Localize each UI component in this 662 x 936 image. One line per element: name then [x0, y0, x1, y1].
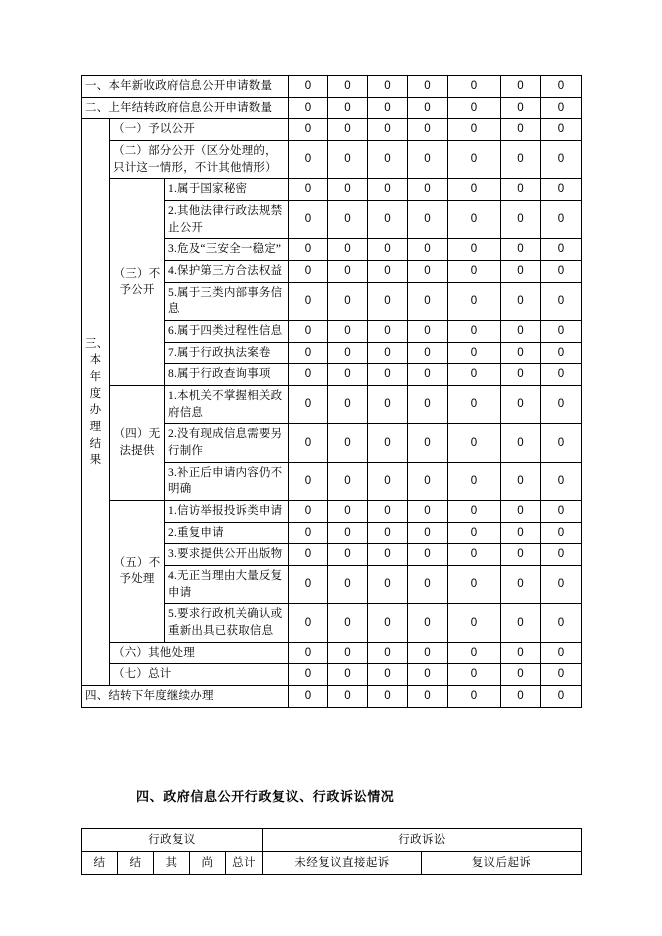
column-header: 尚	[190, 852, 226, 875]
row-value: 0	[448, 522, 501, 544]
row-value: 0	[408, 364, 448, 386]
section-spine-label: 三、本年度办理结果	[82, 119, 110, 686]
row-value: 0	[541, 501, 582, 523]
row-value: 0	[368, 76, 408, 98]
row-value: 0	[328, 522, 368, 544]
table-row	[82, 501, 582, 523]
row-value: 0	[448, 604, 501, 642]
row-value: 0	[289, 76, 328, 98]
row-value: 0	[289, 239, 328, 261]
table-row	[82, 642, 582, 664]
row-value: 0	[289, 364, 328, 386]
row-value: 0	[328, 566, 368, 604]
row-value: 0	[328, 604, 368, 642]
row-value: 0	[541, 462, 582, 500]
row-value: 0	[289, 544, 328, 566]
row-value: 0	[501, 544, 541, 566]
row-value: 0	[448, 201, 501, 239]
row-value: 0	[501, 386, 541, 424]
row-label: （二）部分公开（区分处理的，只计这一情形，不计其他情形）	[110, 141, 289, 179]
row-value: 0	[541, 386, 582, 424]
row-value: 0	[541, 544, 582, 566]
row-value: 0	[541, 97, 582, 119]
group-label-si: （四）无法提供	[110, 386, 165, 501]
row-value: 0	[541, 76, 582, 98]
row-value: 0	[289, 522, 328, 544]
row-value: 0	[368, 141, 408, 179]
row-value: 0	[448, 239, 501, 261]
table-row	[82, 664, 582, 686]
row-value: 0	[289, 321, 328, 343]
group-label-wu: （五）不予处理	[110, 501, 165, 643]
row-value: 0	[289, 179, 328, 201]
column-header: 未经复议直接起诉	[263, 852, 422, 875]
row-value: 0	[408, 239, 448, 261]
review-litigation-table-container	[81, 828, 581, 875]
row-value: 0	[501, 642, 541, 664]
table-row	[82, 97, 582, 119]
row-value: 0	[448, 462, 501, 500]
row-value: 0	[408, 522, 448, 544]
row-label: （一）予以公开	[110, 119, 289, 141]
row-value: 0	[501, 566, 541, 604]
row-value: 0	[408, 566, 448, 604]
row-value: 0	[368, 642, 408, 664]
row-label: 2.重复申请	[165, 522, 289, 544]
row-label: 6.属于四类过程性信息	[165, 321, 289, 343]
row-label: 2.其他法律行政法规禁止公开	[165, 201, 289, 239]
row-value: 0	[289, 119, 328, 141]
group-label-san: （三）不予公开	[110, 179, 165, 386]
row-value: 0	[448, 501, 501, 523]
row-value: 0	[408, 642, 448, 664]
row-value: 0	[541, 321, 582, 343]
row-value: 0	[501, 201, 541, 239]
row-label: 2.没有现成信息需要另行制作	[165, 424, 289, 462]
row-value: 0	[368, 179, 408, 201]
row-value: 0	[501, 141, 541, 179]
row-value: 0	[408, 97, 448, 119]
row-value: 0	[368, 686, 408, 708]
row-value: 0	[501, 282, 541, 320]
row-label: 3.补正后申请内容仍不明确	[165, 462, 289, 500]
row-value: 0	[541, 179, 582, 201]
column-header: 结	[118, 852, 154, 875]
applications-table-container	[81, 75, 581, 708]
row-value: 0	[368, 566, 408, 604]
row-value: 0	[368, 522, 408, 544]
column-header: 结	[82, 852, 118, 875]
row-value: 0	[368, 119, 408, 141]
row-value: 0	[289, 462, 328, 500]
row-value: 0	[448, 424, 501, 462]
row-value: 0	[448, 664, 501, 686]
row-value: 0	[289, 342, 328, 364]
row-value: 0	[289, 282, 328, 320]
row-value: 0	[328, 321, 368, 343]
row-value: 0	[448, 141, 501, 179]
row-value: 0	[448, 386, 501, 424]
row-value: 0	[448, 76, 501, 98]
row-value: 0	[448, 566, 501, 604]
row-value: 0	[328, 282, 368, 320]
row-label: 4.无正当理由大量反复申请	[165, 566, 289, 604]
row-value: 0	[408, 76, 448, 98]
row-value: 0	[408, 179, 448, 201]
row-value: 0	[368, 201, 408, 239]
row-value: 0	[289, 686, 328, 708]
row-value: 0	[501, 321, 541, 343]
row-label: 7.属于行政执法案卷	[165, 342, 289, 364]
row-value: 0	[408, 686, 448, 708]
row-value: 0	[541, 642, 582, 664]
row-value: 0	[328, 97, 368, 119]
row-value: 0	[448, 686, 501, 708]
group-header-administrative-review: 行政复议	[82, 829, 263, 852]
group-header-administrative-litigation: 行政诉讼	[263, 829, 582, 852]
row-value: 0	[448, 544, 501, 566]
row-value: 0	[541, 522, 582, 544]
row-value: 0	[541, 141, 582, 179]
row-value: 0	[289, 604, 328, 642]
row-value: 0	[448, 97, 501, 119]
row-value: 0	[368, 501, 408, 523]
row-value: 0	[448, 179, 501, 201]
row-value: 0	[368, 282, 408, 320]
row-value: 0	[501, 342, 541, 364]
row-label: 四、结转下年度继续办理	[82, 686, 289, 708]
row-value: 0	[501, 364, 541, 386]
row-value: 0	[501, 76, 541, 98]
row-value: 0	[408, 424, 448, 462]
row-value: 0	[408, 386, 448, 424]
row-value: 0	[541, 261, 582, 283]
table-row	[82, 686, 582, 708]
row-value: 0	[541, 342, 582, 364]
row-value: 0	[408, 544, 448, 566]
column-header: 其	[154, 852, 190, 875]
row-value: 0	[328, 261, 368, 283]
row-value: 0	[501, 604, 541, 642]
applications-table	[81, 75, 582, 708]
row-value: 0	[408, 141, 448, 179]
row-value: 0	[289, 642, 328, 664]
row-value: 0	[328, 76, 368, 98]
row-label: 1.信访举报投诉类申请	[165, 501, 289, 523]
row-label: （七）总计	[110, 664, 289, 686]
row-value: 0	[408, 342, 448, 364]
section-4-heading: 四、政府信息公开行政复议、行政诉讼情况	[136, 789, 395, 804]
row-value: 0	[368, 364, 408, 386]
column-header: 复议后起诉	[422, 852, 582, 875]
review-litigation-table	[81, 828, 582, 875]
row-label: 二、上年结转政府信息公开申请数量	[82, 97, 289, 119]
row-value: 0	[289, 141, 328, 179]
row-value: 0	[448, 321, 501, 343]
table-row	[82, 141, 582, 179]
row-value: 0	[448, 119, 501, 141]
row-value: 0	[368, 544, 408, 566]
row-value: 0	[408, 664, 448, 686]
row-value: 0	[289, 201, 328, 239]
row-value: 0	[408, 321, 448, 343]
row-value: 0	[328, 664, 368, 686]
row-value: 0	[541, 282, 582, 320]
table-subheader-row	[82, 852, 582, 875]
row-value: 0	[448, 282, 501, 320]
row-value: 0	[408, 462, 448, 500]
row-value: 0	[289, 566, 328, 604]
row-value: 0	[501, 239, 541, 261]
row-value: 0	[289, 386, 328, 424]
row-value: 0	[501, 424, 541, 462]
row-value: 0	[408, 119, 448, 141]
row-value: 0	[368, 462, 408, 500]
row-value: 0	[408, 604, 448, 642]
row-label: 3.要求提供公开出版物	[165, 544, 289, 566]
row-value: 0	[289, 501, 328, 523]
row-value: 0	[448, 342, 501, 364]
row-value: 0	[289, 97, 328, 119]
table-header-row	[82, 829, 582, 852]
row-value: 0	[289, 424, 328, 462]
row-value: 0	[501, 664, 541, 686]
row-value: 0	[368, 342, 408, 364]
row-value: 0	[328, 119, 368, 141]
row-value: 0	[408, 261, 448, 283]
row-value: 0	[368, 321, 408, 343]
row-value: 0	[368, 424, 408, 462]
row-value: 0	[328, 239, 368, 261]
row-label: 5.要求行政机关确认或重新出具已获取信息	[165, 604, 289, 642]
row-value: 0	[328, 544, 368, 566]
row-value: 0	[328, 686, 368, 708]
row-value: 0	[541, 424, 582, 462]
row-value: 0	[541, 566, 582, 604]
row-value: 0	[328, 179, 368, 201]
row-value: 0	[448, 642, 501, 664]
row-value: 0	[501, 501, 541, 523]
row-value: 0	[328, 141, 368, 179]
row-value: 0	[408, 501, 448, 523]
row-label: 3.危及“三安全一稳定”	[165, 239, 289, 261]
row-value: 0	[368, 386, 408, 424]
row-value: 0	[541, 604, 582, 642]
table-row	[82, 76, 582, 98]
row-value: 0	[289, 261, 328, 283]
row-value: 0	[541, 364, 582, 386]
row-value: 0	[328, 364, 368, 386]
row-value: 0	[541, 201, 582, 239]
row-value: 0	[328, 424, 368, 462]
row-value: 0	[501, 261, 541, 283]
row-value: 0	[408, 201, 448, 239]
row-value: 0	[368, 604, 408, 642]
row-value: 0	[448, 261, 501, 283]
row-value: 0	[501, 97, 541, 119]
table-row	[82, 119, 582, 141]
row-label: 4.保护第三方合法权益	[165, 261, 289, 283]
row-value: 0	[328, 642, 368, 664]
row-value: 0	[408, 282, 448, 320]
row-value: 0	[541, 119, 582, 141]
row-value: 0	[368, 97, 408, 119]
row-value: 0	[541, 239, 582, 261]
row-label: 8.属于行政查询事项	[165, 364, 289, 386]
table-row	[82, 386, 582, 424]
row-value: 0	[328, 386, 368, 424]
column-header: 总计	[226, 852, 263, 875]
row-label: 一、本年新收政府信息公开申请数量	[82, 76, 289, 98]
row-value: 0	[368, 664, 408, 686]
row-label: 5.属于三类内部事务信息	[165, 282, 289, 320]
row-label: （六）其他处理	[110, 642, 289, 664]
row-value: 0	[328, 501, 368, 523]
row-label: 1.本机关不掌握相关政府信息	[165, 386, 289, 424]
row-value: 0	[541, 664, 582, 686]
row-value: 0	[501, 119, 541, 141]
row-value: 0	[368, 239, 408, 261]
row-value: 0	[501, 179, 541, 201]
row-value: 0	[501, 686, 541, 708]
row-value: 0	[328, 342, 368, 364]
row-value: 0	[448, 364, 501, 386]
row-value: 0	[328, 462, 368, 500]
row-label: 1.属于国家秘密	[165, 179, 289, 201]
row-value: 0	[289, 664, 328, 686]
row-value: 0	[501, 462, 541, 500]
table-row	[82, 179, 582, 201]
row-value: 0	[328, 201, 368, 239]
row-value: 0	[368, 261, 408, 283]
row-value: 0	[501, 522, 541, 544]
row-value: 0	[541, 686, 582, 708]
